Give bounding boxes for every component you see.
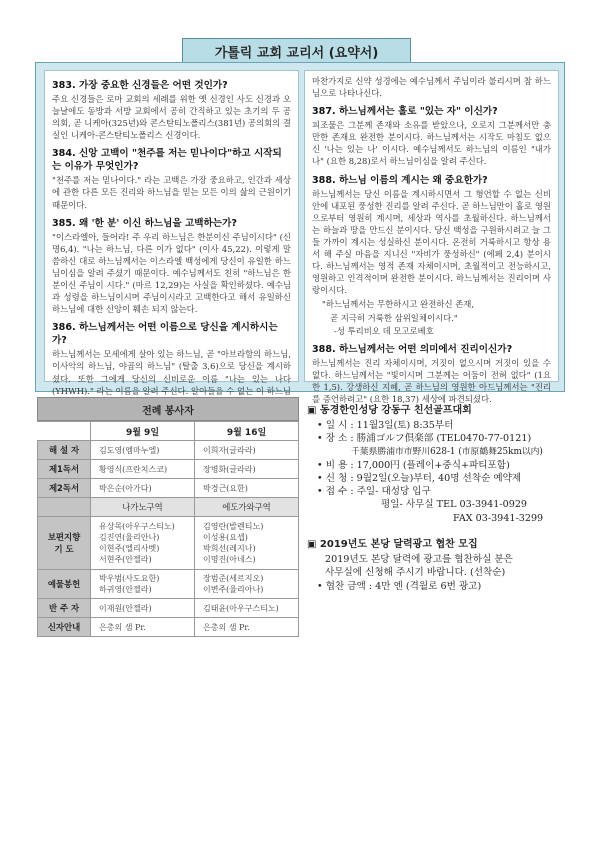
district-a: 나가노구역 — [91, 498, 195, 517]
schedule-table — [37, 421, 299, 637]
question-388b: 388. 하느님께서는 어떤 의미에서 진리이신가? — [312, 343, 513, 355]
page-title: 가톨릭 교회 교리서 (요약서) — [182, 38, 411, 64]
date-1: 9월 9일 — [91, 422, 195, 441]
catechism-right-column — [304, 70, 559, 404]
question-386: 386. 하느님께서는 어떤 이름으로 당신을 계시하시는가? — [52, 322, 278, 347]
question-383: 383. 가장 중요한 신경들은 어떤 것인가? — [52, 80, 228, 91]
schedule-title: 전례 봉사자 — [37, 397, 299, 421]
table-row: 해 설 자 김도영(엠마누엘) 이희자(글라라) — [38, 441, 299, 460]
question-388a: 388. 하느님 이름의 계시는 왜 중요한가? — [312, 174, 488, 186]
district-b: 에도가와구역 — [195, 498, 299, 517]
golf-heading: ▣ 동경한인성당 강동구 친선골프대회 — [307, 405, 472, 416]
question-384: 384. 신앙 고백이 "천주를 저는 믿나이다"하고 시작되는 이유가 무엇인가? — [52, 148, 282, 173]
date-2: 9월 16일 — [195, 422, 299, 441]
answer-383: 주요 신경들은 로마 교회의 세례를 위한 옛 신경인 사도 신경과 오늘날에도 동방과 서방 교회에서 공히 간직하고 있는 초기의 두 공의회, 곧 니케아(325년)와 콘스탄티노폴리스(381년) 공의회의 결실인 니케아-콘스탄티노폴리스 신경이다. — [52, 94, 291, 141]
quote-line-1: "하느님께서는 무한하시고 완전하신 존재, — [322, 299, 475, 310]
table-row: 제2독서 박은순(아가다) 박경근(요한) — [38, 479, 299, 498]
answer-continuation: 마찬가지로 신약 성경에는 예수님께서 주님이라 불리시며 참 하느님으로 나타나신다. — [312, 76, 551, 99]
quote-source: -성 투리비오 데 모고로베호 — [334, 325, 434, 336]
calendar-heading: ▣ 2019년도 본당 달력광고 협찬 모집 — [307, 539, 478, 550]
answer-387: 피조물은 그분께 존재와 소유를 받았으나, 오로지 그분께서만 충만한 존재요 완전한 분이시다. 하느님께서는 시작도 마침도 없으신 '나는 있는 나' 이시다. 예수님께서도 하느님의 이름인 "내가 나" (요한 8,28)로서 하느님이심을 알려 주신다. — [312, 120, 551, 167]
table-row: 예물봉헌 박우범(사도요한) 하귀영(안젤라) 장범준(세르지오) 이변주(율리아나) — [38, 570, 299, 599]
calendar-notice: ▣ 2019년도 본당 달력광고 협찬 모집 2019년도 본당 달력에 광고를 협찬하실 분은 사무실에 신청해 주시기 바랍니다. (선착순) • 협찬 금액 : 4만 엔 (격월로 6번 광고) — [307, 538, 572, 593]
catechism-left-column — [44, 70, 299, 396]
liturgy-schedule — [37, 397, 299, 637]
table-row: 반 주 자 이재원(안젤라) 김태윤(아우구스티노) — [38, 599, 299, 618]
quote-line-2: 곧 지극히 거룩한 삼위일체이시다." — [330, 312, 458, 323]
answer-385: "이스라엘아, 들어라! 주 우리 하느님은 한분이신 주님이시다" (신명6,4). "나는 하느님, 다른 이가 없다" (이사 45,22). 이렇게 말씀하신 대로 하느님께서는 이스라엘 백성에게 당신이 유일한 하느님이심을 알려 주셨기 때문이다. 예수님께서도 친히 "하느님은 한 분이신 주님이 시다." (마르 12,29)는 사실을 확인하셨다. 예수님과 성령을 하느님이시며 주님이시라고 고백한다고 해서 유일하신 하느님에 대한 신앙이 훼손 되지 않는다. — [52, 231, 291, 315]
question-387: 387. 하느님께서는 홀로 "있는 자" 이신가? — [312, 106, 498, 118]
answer-388a: 하느님께서는 당신 이름을 계시하시면서 그 형언할 수 없는 신비 안에 내포된 풍성한 진리를 알려 주신다. 곧 하느님만이 홀로 영원으로부터 영원히 계시며, 세상과 역사를 초월하신다. 하느님께서는 하늘과 땅을 만드신 분이시다. 당신 백성을 구원하시려고 늘 그들 가까이 계시는 성실하신 분이시다. 온전히 거룩하시고 항상 용서 해 주실 마음을 지니신 "자비가 풍성하신" (에페 2,4) 분이시다. 하느님께서는 영적 존재 자체이시며, 초월적이고 전능하시고, 영원하고 인격적이며 완전한 분이시다. 하느님께서는 진리이며 사랑이시다. — [312, 188, 551, 296]
answer-386: 하느님께서는 모세에게 살아 있는 하느님, 곧 "아브라함의 하느님, 이사악의 하느님, 야곱의 하느님" (탈출 3,6)으로 당신을 계시하셨다. 또한 그에게 당신의 신비로운 이름 "나는 있는 나다(YHWH)." 라는 이름을 알려 주신다. 알아들을 수 없는 이 하느님 — [52, 349, 291, 396]
table-row: 보편지향 기 도 유상목(아우구스티노) 김진연(율리안나) 이현주(엘리사벳) 서현주(안젤라) 김영란(발렌티노) 이성용(요셉) 박희선(레지나) 이명진(아네스) — [38, 517, 299, 570]
golf-notice: ▣ 동경한인성당 강동구 친선골프대회 • 일 시 : 11월3일(토) 8:35부터 • 장 소 : 勝浦ゴルフ倶楽部 (TEL0470-77-0121) 千葉県勝浦市市野川628-1 (市原鶴舞25km以内) • 비 용 : 17,000円 (플레이+중식+파티포함) • 신 청 : 9월2일(오늘)부터, 40명 선착순 예약제 • 접 수 : 주일- 대성당 입구 평일- 사무실 TEL 03-3941-0929 FAX 03-3941-3299 — [307, 404, 572, 525]
table-row — [38, 498, 299, 517]
answer-388b: 하느님께서는 진리 자체이시며, 거짓이 없으시며 거짓이 있을 수 없다. 하느님께서는 "빛이시며 그분께는 어둠이 전혀 없다" (1요한 1,5). 강생하신 지혜, 곧 하느님의 영원한 아드님께서는 "진리를 증언하려고" (요한 18,37) 세상에 파견되셨다. — [312, 357, 551, 404]
table-row — [38, 422, 299, 441]
answer-384: "천주를 저는 믿나이다." 라는 고백은 가장 중요하고, 인간과 세상에 관한 다른 모든 진리와 하느님을 믿는 모든 이의 삶의 근원이기 때문이다. — [52, 175, 291, 210]
question-385: 385. 왜 '한 분' 이신 하느님을 고백하는가? — [52, 217, 237, 229]
table-row: 제1독서 황영식(프란치스코) 장병화(글라라) — [38, 460, 299, 479]
table-row: 신자안내 은총의 샘 Pr. 은총의 샘 Pr. — [38, 618, 299, 637]
